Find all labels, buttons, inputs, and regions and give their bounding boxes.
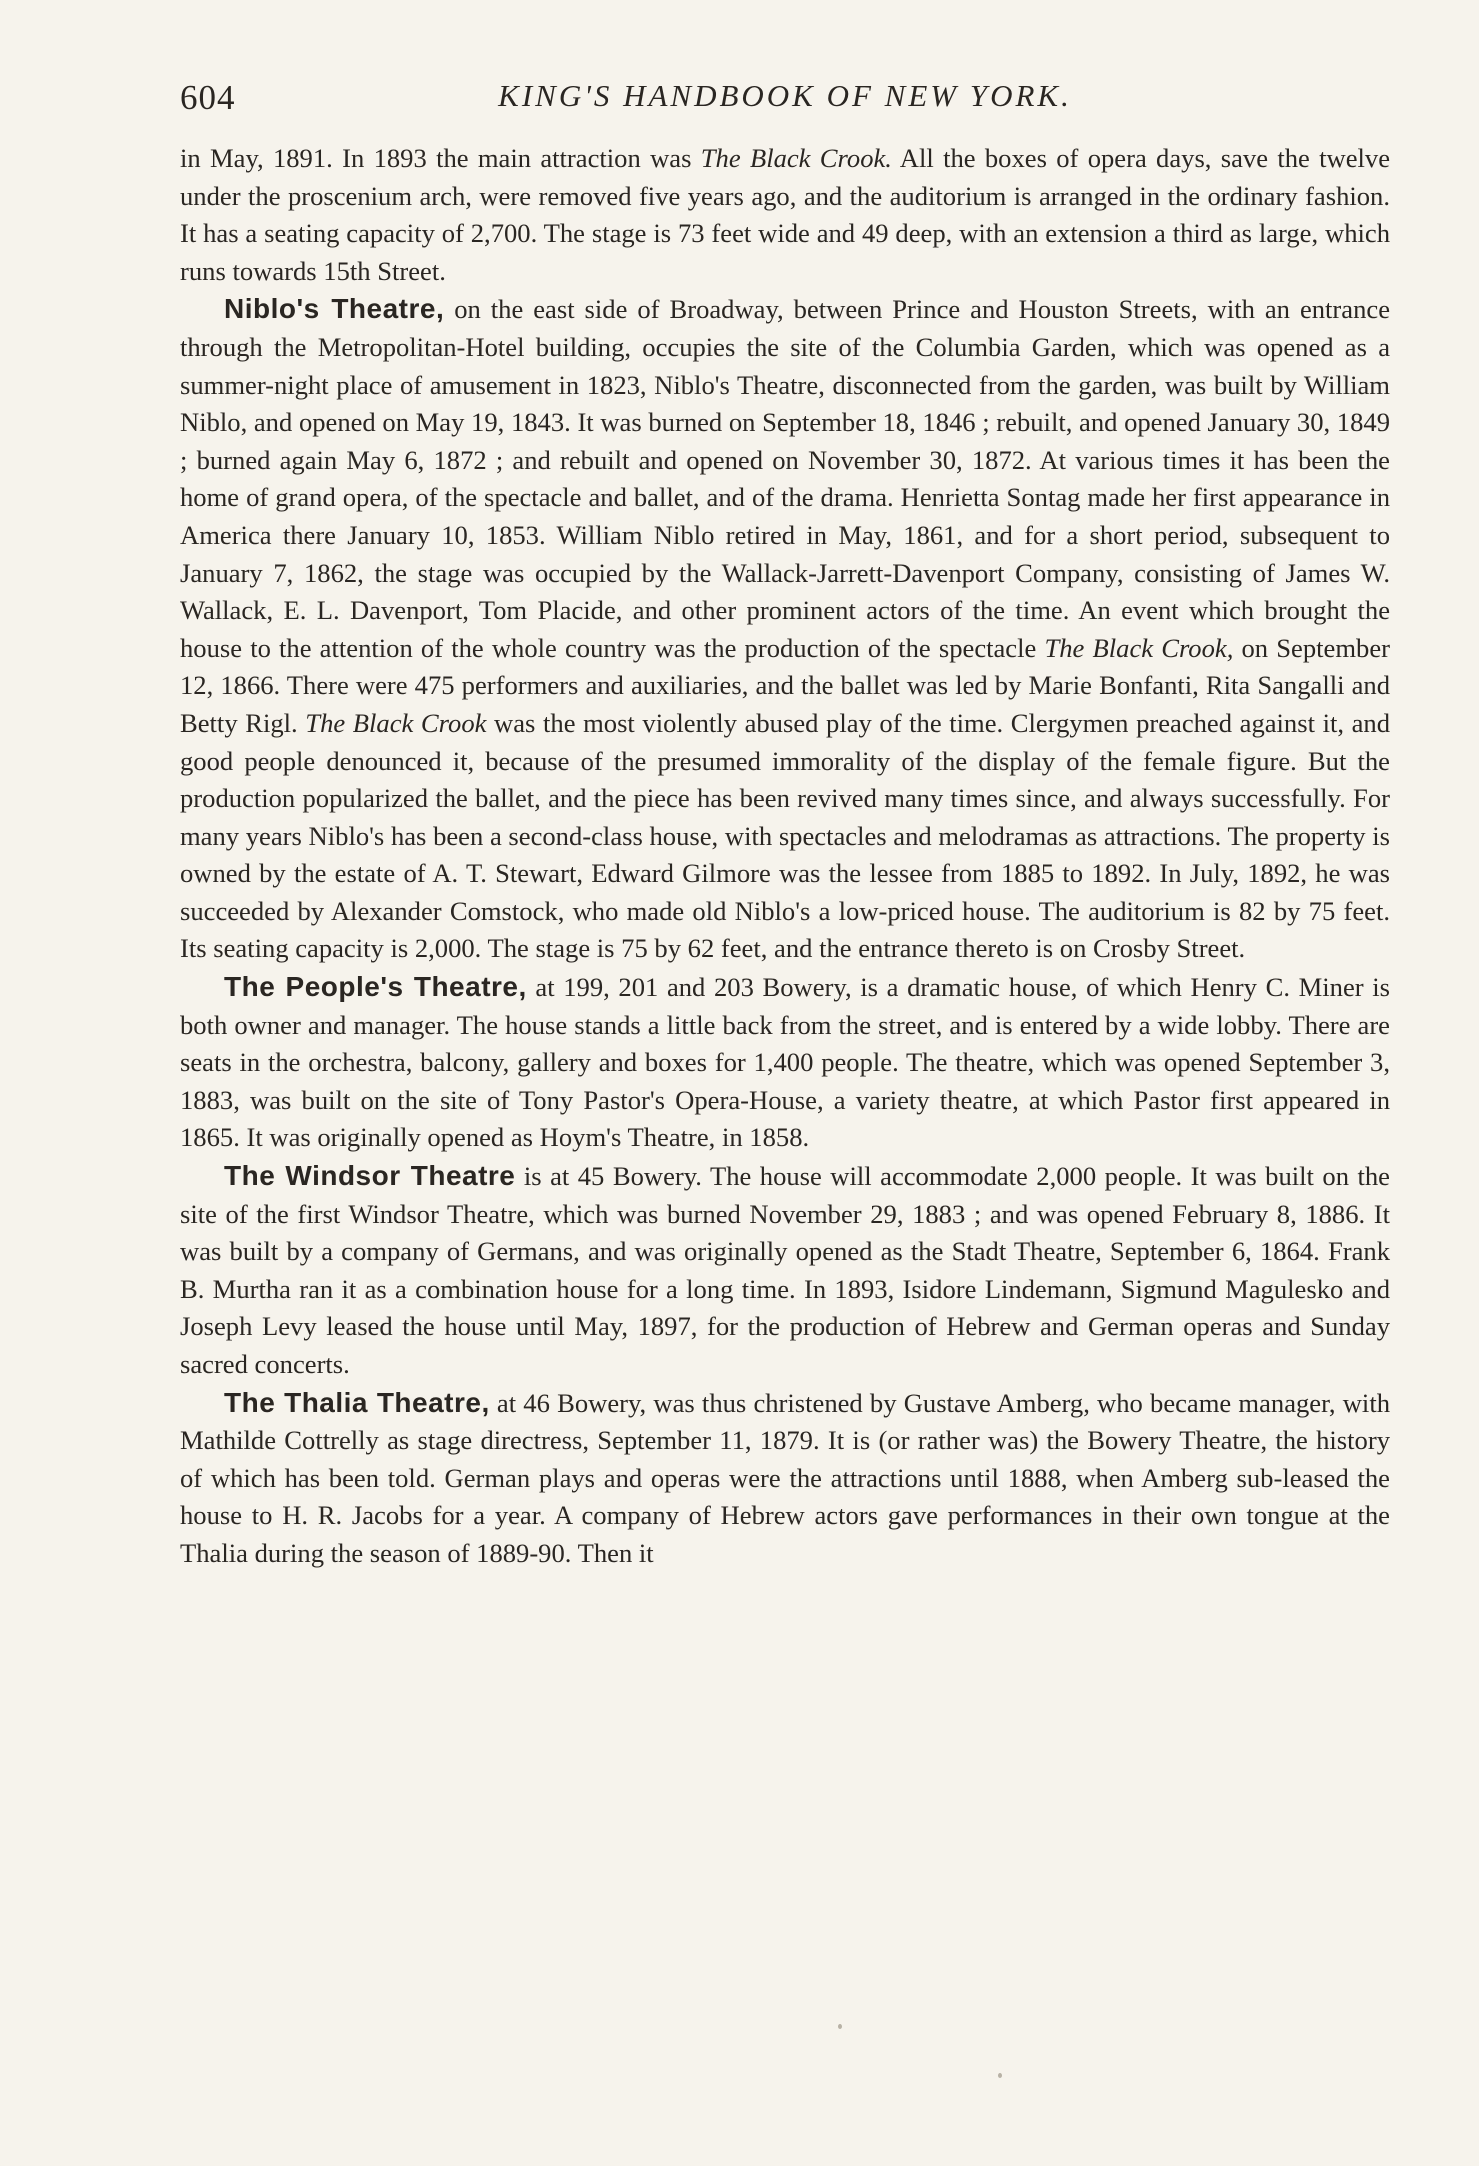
paragraph-windsor-theatre	[180, 1157, 1390, 1384]
italic-title: The Black Crook.	[700, 143, 892, 173]
italic-title: The Black Crook	[305, 707, 487, 738]
paragraph-peoples-theatre	[180, 968, 1390, 1157]
text-segment: on September 12, 1866. There were 475 performers and auxiliaries, and the ballet was led by Marie Bonfanti, Rita Sangalli and Betty Rigl.	[180, 632, 1390, 738]
paragraph-niblos-theatre	[180, 290, 1390, 968]
text-segment: in May, 1891. In 1893 the main attraction was	[180, 143, 701, 173]
paragraph-continuation	[180, 140, 1390, 290]
text-segment: at 199, 201 and 203 Bowery, is a dramatic house, of which Henry C. Miner is both owner and manager. The house stands a little back from the street, and is entered by a wide lobby. There are seats in the orchestra, balcony, gallery and boxes for 1,400 people. The theatre, which was opened September 3, 1883, was built on the site of Tony Pastor's Opera-House, a variety theatre, at which Pastor first appeared in 1865. It was originally opened as Hoym's Theatre, in 1858.	[180, 972, 1390, 1153]
section-heading: The Windsor Theatre	[224, 1160, 516, 1192]
paper-speck	[838, 2024, 842, 2029]
text-segment: on the east side of Broadway, between Prince and Houston Streets, with an entrance through the Metropolitan-Hotel building, occupies the site of the Columbia Garden, which was opened as a summer-night place of amusement in 1823, Niblo's Theatre, disconnected from the garden, was built by William Niblo, and opened on May 19, 1843. It was burned on September 18, 1846 ; rebuilt, and opened January 30, 1849 ; burned again May 6, 1872 ; and rebuilt and opened on November 30, 1872. At various times it has been the home of grand opera, of the spectacle and ballet, and of the drama. Henrietta Sontag made her first appearance in America there January 10, 1853. William Niblo retired in May, 1861, and for a short period, subsequent to January 7, 1862, the stage was occupied by the Wallack-Jarrett-Davenport Company, consisting of James W. Wallack, E. L. Davenport, Tom Placide, and other prominent actors of the time. An event which brought the house to the attention of the whole country was the production of the spectacle	[180, 294, 1390, 663]
section-heading: The Thalia Theatre,	[224, 1386, 490, 1418]
text-segment: All the boxes of opera days, save the twelve under the proscenium arch, were removed five years ago, and the auditorium is arranged in the ordinary fashion. It has a seating capacity of 2,700. The stage is 73 feet wide and 49 deep, with an extension a third as large, which runs towards 15th Street.	[180, 143, 1391, 286]
running-head	[180, 70, 1390, 140]
text-segment: is at 45 Bowery. The house will accommodate 2,000 people. It was built on the site of the first Windsor Theatre, which was burned November 29, 1883 ; and was opened February 8, 1886. It was built by a company of Germans, and was originally opened as the Stadt Theatre, September 6, 1864. Frank B. Murtha ran it as a combination house for a long time. In 1893, Isidore Lindemann, Sigmund Magulesko and Joseph Levy leased the house until May, 1897, for the production of Hebrew and German operas and Sunday sacred concerts.	[180, 1161, 1390, 1379]
book-page	[180, 70, 1390, 1573]
running-title: KING'S HANDBOOK OF NEW YORK.	[498, 78, 1072, 113]
paper-speck	[998, 2073, 1002, 2078]
section-heading: Niblo's Theatre,	[224, 293, 445, 325]
body-text	[180, 140, 1390, 1573]
text-segment: was the most violently abused play of the time. Clergymen preached against it, and good people denounced it, because of the presumed immorality of the display of the female figure. But the production popularized the ballet, and the piece has been revived many times since, and always successfully. For many years Niblo's has been a second-class house, with spectacles and melodramas as attractions. The property is owned by the estate of A. T. Stewart, Edward Gilmore was the lessee from 1885 to 1892. In July, 1892, he was succeeded by Alexander Comstock, who made old Niblo's a low-priced house. The auditorium is 82 by 75 feet. Its seating capacity is 2,000. The stage is 75 by 62 feet, and the entrance thereto is on Crosby Street.	[180, 707, 1390, 964]
page-number: 604	[180, 78, 236, 117]
italic-title: The Black Crook,	[1044, 632, 1234, 663]
paragraph-thalia-theatre	[180, 1384, 1390, 1573]
text-segment: at 46 Bowery, was thus christened by Gustave Amberg, who became manager, with Mathilde Cottrelly as stage directress, September 11, 1879. It is (or rather was) the Bowery Theatre, the history of which has been told. German plays and operas were the attractions until 1888, when Amberg sub-leased the house to H. R. Jacobs for a year. A company of Hebrew actors gave performances in their own tongue at the Thalia during the season of 1889-90. Then it	[180, 1387, 1391, 1568]
section-heading: The People's Theatre,	[224, 971, 527, 1003]
